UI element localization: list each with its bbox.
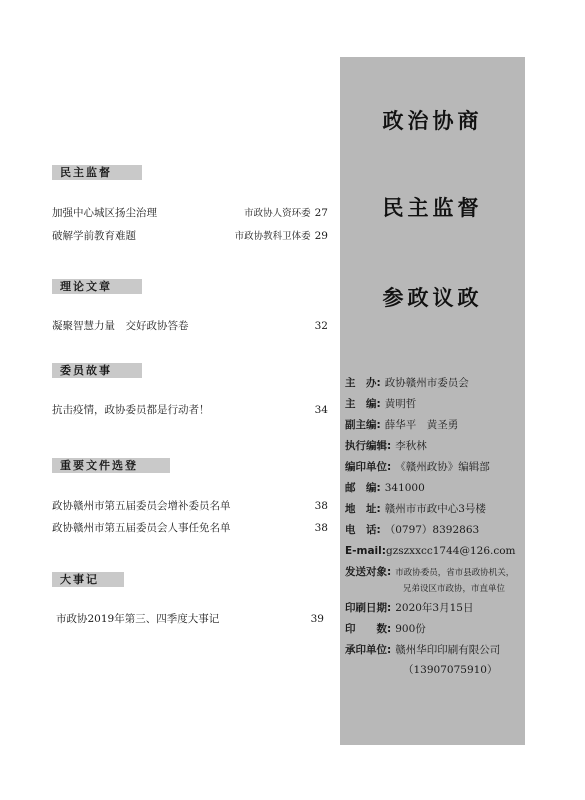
info-row-address: 地 址: 赣州市市政中心3号楼 xyxy=(345,503,486,515)
section-label-dashiji: 大事记 xyxy=(52,572,124,587)
info-row-email: E-mail:gzszxxcc1744@126.com xyxy=(345,545,516,557)
entry-page: 34 xyxy=(314,404,328,416)
entry-title: 政协赣州市第五届委员会增补委员名单 xyxy=(52,500,231,512)
slogan-minzhu-jiandu: 民主监督 xyxy=(382,196,483,220)
entry-page: 29 xyxy=(314,230,328,242)
section-label-minzhu-jiandu: 民主监督 xyxy=(52,165,142,180)
toc-entry[interactable] xyxy=(52,318,328,334)
toc-entry[interactable] xyxy=(52,520,328,536)
toc-entry[interactable] xyxy=(52,205,328,221)
info-row-postcode: 邮 编: 341000 xyxy=(345,482,425,494)
info-row-publisher: 编印单位: 《赣州政协》编辑部 xyxy=(345,461,490,473)
entry-title: 凝聚智慧力量 交好政协答卷 xyxy=(52,320,189,332)
slogan-canzheng-yizheng: 参政议政 xyxy=(382,286,483,310)
info-row-printer: 承印单位: 赣州华印印刷有限公司 （13907075910） xyxy=(345,644,501,676)
entry-title: 抗击疫情，政协委员都是行动者！ xyxy=(52,404,210,416)
entry-title: 加强中心城区扬尘治理 xyxy=(52,207,157,219)
entry-source: 市政协人资环委 xyxy=(244,208,311,219)
entry-page: 38 xyxy=(314,500,328,512)
info-row-chief-editor: 主 编: 黄明哲 xyxy=(345,398,417,410)
info-row-recipients: 发送对象: 市政协委员，省市县政协机关， 兄弟设区市政协，市直单位 xyxy=(345,566,515,594)
info-row-phone: 电 话: （0797）8392863 xyxy=(345,524,480,536)
info-row-sponsor: 主 办: 政协赣州市委员会 xyxy=(345,377,469,389)
entry-page: 38 xyxy=(314,522,328,534)
entry-page: 39 xyxy=(310,613,324,625)
toc-entry[interactable] xyxy=(56,611,324,627)
entry-title: 政协赣州市第五届委员会人事任免名单 xyxy=(52,522,231,534)
colophon-panel xyxy=(340,57,525,745)
toc-entry[interactable] xyxy=(52,228,328,244)
info-row-executive-editor: 执行编辑: 李秋林 xyxy=(345,440,427,452)
entry-title: 破解学前教育难题 xyxy=(52,230,136,242)
slogan-zhengzhi-xieshang: 政治协商 xyxy=(382,109,483,133)
info-row-print-date: 印刷日期: 2020年3月15日 xyxy=(345,602,474,614)
entry-page: 27 xyxy=(314,207,328,219)
entry-title: 市政协2019年第三、四季度大事记 xyxy=(56,613,220,625)
section-label-lilun-wenzhang: 理论文章 xyxy=(52,279,142,294)
section-label-zhongyao-wenjian: 重要文件选登 xyxy=(52,458,170,473)
section-label-weiyuan-gushi: 委员故事 xyxy=(52,363,142,378)
colophon-info xyxy=(345,373,525,680)
entry-source: 市政协教科卫体委 xyxy=(234,231,311,242)
toc-entry[interactable] xyxy=(52,498,328,514)
info-row-deputy-editor: 副主编: 薛华平 黄圣勇 xyxy=(345,419,459,431)
entry-page: 32 xyxy=(314,320,328,332)
info-row-print-run: 印 数: 900份 xyxy=(345,623,426,635)
toc-entry[interactable] xyxy=(52,402,328,418)
